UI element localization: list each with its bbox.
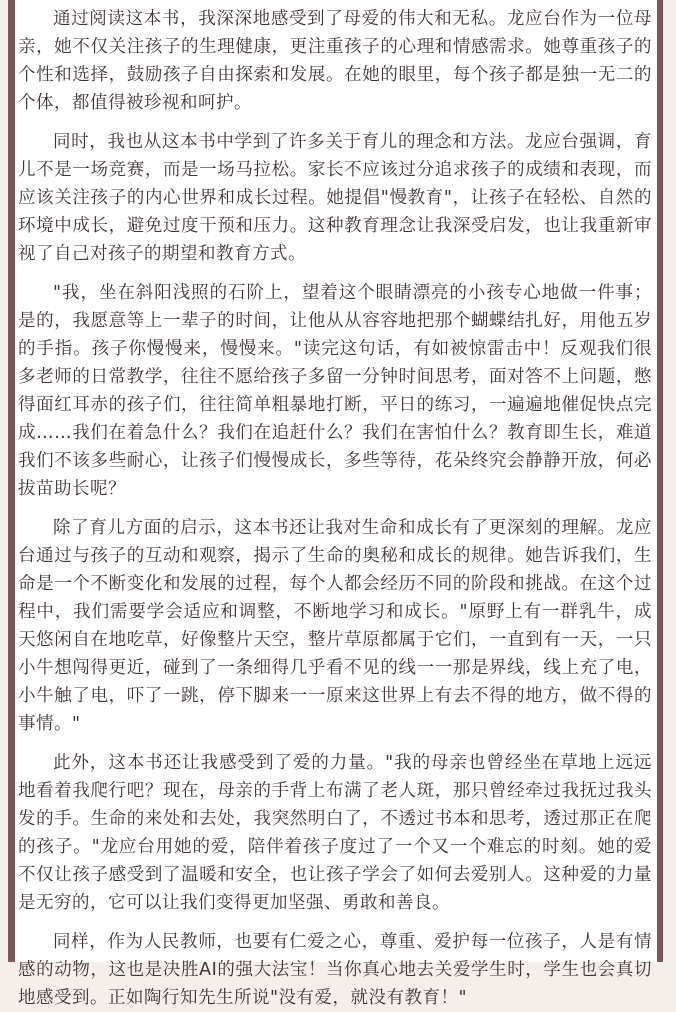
paragraph-parenting-philosophy: 同时，我也从这本书中学到了许多关于育儿的理念和方法。龙应台强调，育儿不是一场竞赛，而是一场马拉松。家长不应该过分追求孩子的成绩和表现，而应该关注孩子的内心世界和成长过程。她提倡"慢教育"，让孩子在轻松、自然的环境中成长，避免过度干预和压力。这种教育理念让我深受启发，也让我重新审视了自己对孩子的期望和教育方式。 <box>18 132 652 264</box>
document-text-body <box>18 5 652 1012</box>
paragraph-slow-down-quote: "我，坐在斜阳浅照的石阶上，望着这个眼睛漂亮的小孩专心地做一件事；是的，我愿意等上一辈子的时间，让他从从容容地把那个蝴蝶结扎好，用他五岁的手指。孩子你慢慢来，慢慢来。"读完这句话，有如被惊雷击中！反观我们很多老师的日常教学，往往不愿给孩子多留一分钟时间思考，面对答不上问题，憋得面红耳赤的孩子们，往往简单粗暴地打断，平日的练习，一遍遍地催促快点完成……我们在着急什么？我们在追赶什么？我们在害怕什么？教育即生长，难道我们不该多些耐心，让孩子们慢慢成长，多些等待，花朵终究会静静开放，何必拔苗助长呢？ <box>18 283 652 499</box>
paragraph-life-and-growth: 除了育儿方面的启示，这本书还让我对生命和成长有了更深刻的理解。龙应台通过与孩子的互动和观察，揭示了生命的奥秘和成长的规律。她告诉我们，生命是一个不断变化和发展的过程，每个人都会经历不同的阶段和挑战。在这个过程中，我们需要学会适应和调整，不断地学习和成长。"原野上有一群乳牛，成天悠闲自在地吃草，好像整片天空，整片草原都属于它们，一直到有一天，一只小牛想闯得更近，碰到了一条细得几乎看不见的线一一那是界线，线上充了电，小牛触了电，吓了一跳，停下脚来一一原来这世界上有去不得的地方，做不得的事情。" <box>18 518 652 734</box>
paragraph-mother-love: 通过阅读这本书，我深深地感受到了母爱的伟大和无私。龙应台作为一位母亲，她不仅关注孩子的生理健康，更注重孩子的心理和情感需求。她尊重孩子的个性和选择，鼓励孩子自由探索和发展。在她的眼里，每个孩子都是独一无二的个体，都值得被珍视和呵护。 <box>18 9 652 113</box>
paragraph-power-of-love: 此外，这本书还让我感受到了爱的力量。"我的母亲也曾经坐在草地上远远地看着我爬行吧？现在，母亲的手背上布满了老人斑，那只曾经牵过我抚过我头发的手。生命的来处和去处，我突然明白了，不透过书本和思考，透过那正在爬的孩子。"龙应台用她的爱，陪伴着孩子度过了一个又一个难忘的时刻。她的爱不仅让孩子感受到了温暖和安全，也让孩子学会了如何去爱别人。这种爱的力量是无穷的，它可以让我们变得更加坚强、勇敢和善良。 <box>18 753 652 913</box>
document-page <box>8 0 663 1008</box>
paragraph-teacher-conclusion: 同样，作为人民教师，也要有仁爱之心，尊重、爱护每一位孩子，人是有情感的动物，这也是决胜AI的强大法宝！当你真心地去关爱学生时，学生也会真切地感受到。正如陶行知先生所说"没有爱，就没有教育！" <box>18 932 652 1008</box>
